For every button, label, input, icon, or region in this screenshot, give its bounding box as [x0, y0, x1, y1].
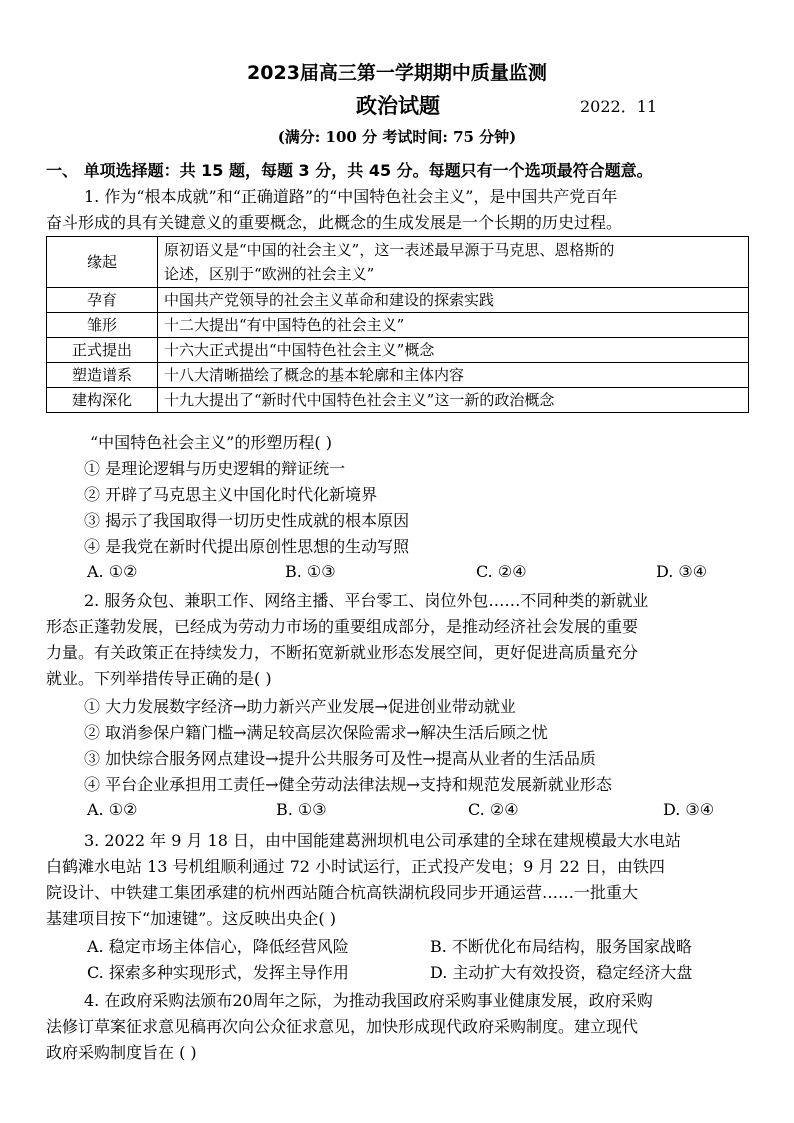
table-value: 十九大提出了“新时代中国特色社会主义”这一新的政治概念 — [158, 388, 749, 413]
q1-item: ④ 是我党在新时代提出原创性思想的生动写照 — [84, 537, 410, 556]
table-value: 十八大清晰描绘了概念的基本轮廓和主体内容 — [158, 363, 749, 388]
q2-stem-line: 2. 服务众包、兼职工作、网络主播、平台零工、岗位外包……不同种类的新就业 — [84, 591, 649, 610]
q2-stem-line: 就业。下列举措传导正确的是( ) — [46, 669, 272, 688]
table-key: 正式提出 — [47, 338, 158, 363]
table-value: 十六大正式提出“中国特色社会主义”概念 — [158, 338, 749, 363]
q3-option-c: C. 探索多种实现形式，发挥主导作用 — [87, 963, 349, 982]
q4-stem-line: 政府采购制度旨在 ( ) — [46, 1043, 197, 1062]
q2-option-d: D. ③④ — [663, 800, 715, 819]
table-value-line: 原初语义是“中国的社会主义”，这一表述最早源于马克思、恩格斯的 — [164, 241, 615, 259]
table-key: 雏形 — [47, 313, 158, 338]
q1-stem-line-1: 1. 作为“根本成就”和“正确道路”的“中国特色社会主义”，是中国共产党百年 — [84, 187, 618, 206]
q2-item: ① 大力发展数字经济→助力新兴产业发展→促进创业带动就业 — [84, 697, 516, 716]
q1-option-d: D. ③④ — [656, 562, 708, 581]
q1-item: ③ 揭示了我国取得一切历史性成就的根本原因 — [84, 511, 410, 530]
q4-stem-line: 法修订草案征求意见稿再次向公众征求意见，加快形成现代政府采购制度。建立现代 — [46, 1017, 639, 1036]
q1-item: ① 是理论逻辑与历史逻辑的辩证统一 — [84, 459, 346, 478]
table-row — [47, 313, 749, 338]
q2-item: ③ 加快综合服务网点建设→提升公共服务可及性→提高从业者的生活品质 — [84, 749, 596, 768]
q1-item: ② 开辟了马克思主义中国化时代化新境界 — [84, 485, 378, 504]
q3-option-d: D. 主动扩大有效投资，稳定经济大盘 — [430, 963, 693, 982]
q2-option-c: C. ②④ — [468, 800, 519, 819]
exam-title: 2023届高三第一学期期中质量监测 — [247, 62, 547, 84]
q4-stem-line: 4. 在政府采购法颁布20周年之际，为推动我国政府采购事业健康发展，政府采购 — [84, 991, 653, 1010]
q2-stem-line: 力量。有关政策正在持续发力，不断拓宽新就业形态发展空间，更好促进高质量充分 — [46, 643, 639, 662]
table-value-line: 论述，区别于“欧洲的社会主义” — [164, 265, 375, 283]
q1-option-c: C. ②④ — [476, 562, 527, 581]
table-row — [47, 237, 749, 288]
table-key: 缘起 — [47, 237, 158, 288]
q1-option-a: A. ①② — [87, 562, 138, 581]
subject-title: 政治试题 — [356, 94, 440, 118]
table-key: 孕育 — [47, 288, 158, 313]
q1-question: “中国特色社会主义”的形塑历程( ) — [90, 433, 332, 452]
exam-subtitle: (满分: 100 分 考试时间: 75 分钟) — [277, 128, 517, 146]
q2-item: ② 取消参保户籍门槛→满足较高层次保险需求→解决生活后顾之忧 — [84, 723, 548, 742]
q3-option-a: A. 稳定市场主体信心，降低经营风险 — [87, 937, 349, 956]
q1-table — [46, 236, 749, 413]
q1-option-b: B. ①③ — [285, 562, 336, 581]
exam-date: 2022．11 — [580, 97, 658, 116]
table-row — [47, 338, 749, 363]
q3-stem-line: 院设计、中铁建工集团承建的杭州西站随合杭高铁湖杭段同步开通运营……一批重大 — [46, 883, 639, 902]
q2-item: ④ 平台企业承担用工责任→健全劳动法律法规→支持和规范发展新就业形态 — [84, 775, 612, 794]
q2-option-a: A. ①② — [87, 800, 138, 819]
table-key: 建构深化 — [47, 388, 158, 413]
table-value — [158, 237, 749, 288]
q2-stem-line: 形态正蓬勃发展，已经成为劳动力市场的重要组成部分，是推动经济社会发展的重要 — [46, 617, 639, 636]
table-key: 塑造谱系 — [47, 363, 158, 388]
table-value: 中国共产党领导的社会主义革命和建设的探索实践 — [158, 288, 749, 313]
table-row — [47, 288, 749, 313]
table-value: 十二大提出“有中国特色的社会主义” — [158, 313, 749, 338]
q3-option-b: B. 不断优化布局结构，服务国家战略 — [430, 937, 692, 956]
section-heading: 一、 单项选择题：共 15 题，每题 3 分，共 45 分。每题只有一个选项最符合题意。 — [46, 161, 653, 180]
q3-stem-line: 基建项目按下“加速键”。这反映出央企( ) — [46, 909, 336, 928]
q3-stem-line: 白鹤滩水电站 13 号机组顺利通过 72 小时试运行，正式投产发电；9 月 22 日，由铁四 — [46, 857, 665, 876]
q3-stem-line: 3. 2022 年 9 月 18 日，由中国能建葛洲坝机电公司承建的全球在建规模最大水电站 — [84, 831, 682, 850]
q2-option-b: B. ①③ — [276, 800, 327, 819]
q1-stem-line-2: 奋斗形成的具有关键意义的重要概念，此概念的生成发展是一个长期的历史过程。 — [46, 213, 623, 232]
table-row — [47, 388, 749, 413]
table-row — [47, 363, 749, 388]
